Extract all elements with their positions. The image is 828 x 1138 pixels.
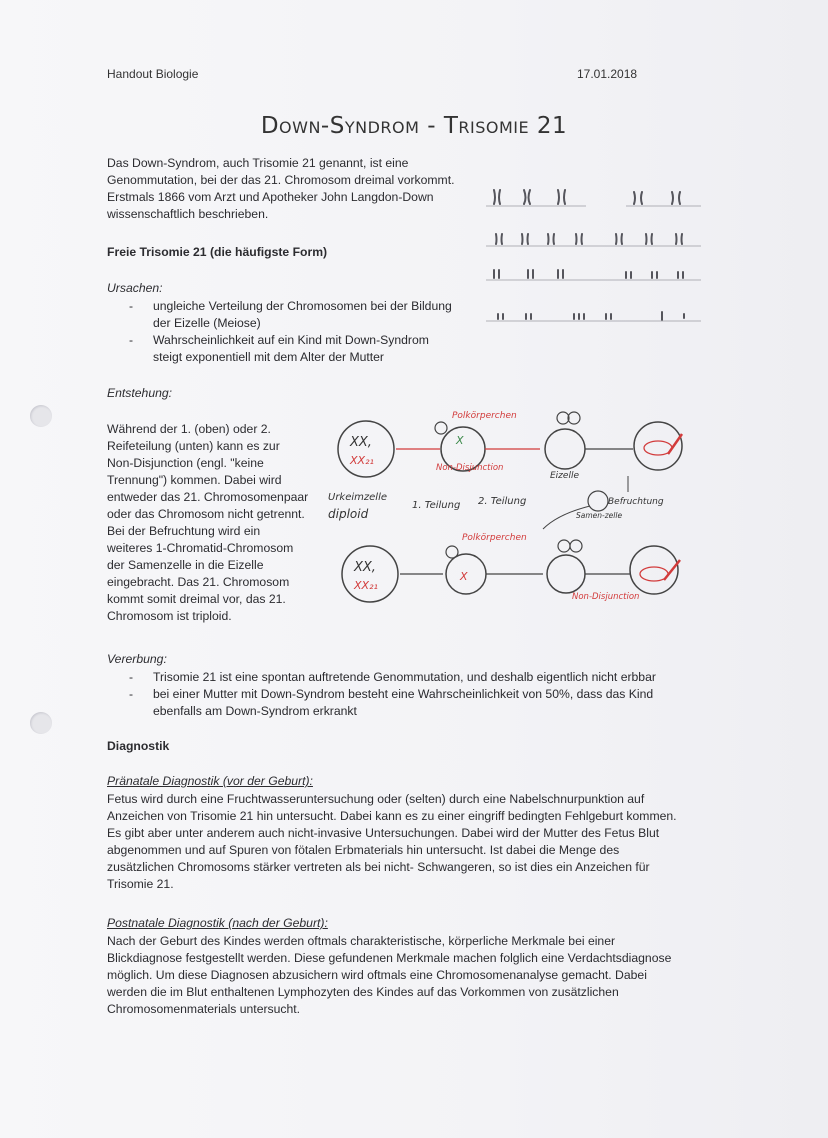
samenzelle bbox=[588, 491, 608, 511]
heading-ursachen: Ursachen: bbox=[107, 281, 163, 295]
cell-label: XX₂₁ bbox=[350, 454, 374, 467]
page-title: Down-Syndrom - Trisomie 21 bbox=[260, 113, 568, 139]
label-teilung2: 2. Teilung bbox=[478, 496, 527, 507]
list-item bbox=[107, 298, 452, 332]
header-left: Handout Biologie bbox=[107, 67, 199, 81]
cell-label: XX₂₁ bbox=[354, 579, 378, 592]
text-line: zusätzlichen Chromosoms stärker vertreten als bei nicht- Schwangeren, so ist dies ein Anzeichen für bbox=[107, 860, 650, 874]
heading-praenatal: Pränatale Diagnostik (vor der Geburt): bbox=[107, 774, 313, 788]
text-line: kommt somit dreimal vor, das 21. bbox=[107, 592, 286, 606]
entstehung-paragraph bbox=[107, 421, 308, 625]
label-teilung1: 1. Teilung bbox=[412, 500, 461, 511]
praenatal-paragraph bbox=[107, 791, 677, 893]
text-line: oder das Chromosom nicht getrennt. bbox=[107, 507, 305, 521]
text-line: eingebracht. Das 21. Chromosom bbox=[107, 575, 290, 589]
label-non-disjunction-bottom: Non-Disjunction bbox=[572, 592, 640, 602]
intro-paragraph bbox=[107, 155, 454, 223]
text-line: Blickdiagnose festgestellt werden. Diese gefundenen Merkmale machen folglich eine Verdachtsdiagnose bbox=[107, 951, 672, 965]
text-line: abgenommen und auf Spuren von fötalen Erbmaterials hin untersucht. Ist dabei die Menge des bbox=[107, 843, 620, 857]
label-eizelle: Eizelle bbox=[550, 471, 579, 481]
cell-label: XX, bbox=[350, 435, 372, 450]
label-non-disjunction-top: Non-Disjunction bbox=[436, 463, 504, 473]
list-item bbox=[107, 686, 656, 720]
polkoerperchen bbox=[435, 422, 447, 434]
text-line: möglich. Um diese Diagnosen abzusichern wird oftmals eine Chromosomenanalyse gemacht. Dabei bbox=[107, 968, 647, 982]
cell-eizelle-bottom bbox=[547, 555, 585, 593]
punch-hole bbox=[30, 712, 52, 734]
text-line: Während der 1. (oben) oder 2. bbox=[107, 422, 271, 436]
cell-label: X bbox=[456, 434, 464, 447]
text-line: wissenschaftlich beschrieben. bbox=[107, 207, 269, 221]
label-befruchtung: Befruchtung bbox=[608, 497, 664, 507]
text-line: der Samenzelle in die Eizelle bbox=[107, 558, 264, 572]
text-line: - bei einer Mutter mit Down-Syndrom besteht eine Wahrscheinlichkeit von 50%, dass das Kind bbox=[153, 687, 654, 701]
ursachen-list bbox=[107, 298, 452, 366]
text-line: steigt exponentiell mit dem Alter der Mutter bbox=[153, 350, 384, 364]
text-line: Genommutation, bei der das 21. Chromosom dreimal vorkommt. bbox=[107, 173, 455, 187]
polkoerperchen bbox=[557, 412, 569, 424]
polkoerperchen bbox=[446, 546, 458, 558]
text-line: Trennung") kommen. Dabei wird bbox=[107, 473, 282, 487]
text-line: - ungleiche Verteilung der Chromosomen bei der Bildung bbox=[153, 299, 452, 313]
text-line: - Wahrscheinlichkeit auf ein Kind mit Down-Syndrom bbox=[153, 333, 429, 347]
polkoerperchen bbox=[558, 540, 570, 552]
text-line: Chromosom ist triploid. bbox=[107, 609, 232, 623]
label-urkeimzelle: Urkeimzelle bbox=[328, 492, 388, 503]
polkoerperchen bbox=[568, 412, 580, 424]
text-line: werden die im Blut enthaltenen Lymphozyten des Kindes auf das Vorkommen von zusätzlichen bbox=[107, 985, 619, 999]
text-line: Nach der Geburt des Kindes werden oftmals charakteristische, körperliche Merkmale bei einer bbox=[107, 934, 616, 948]
heading-vererbung: Vererbung: bbox=[107, 652, 167, 666]
text-line: Anzeichen von Trisomie 21 hin untersucht. Dabei kann es zu einer eingriff bedingten Fehlgeburt kommen. bbox=[107, 809, 677, 823]
text-line: Es gibt aber unter anderem auch nicht-invasive Untersuchungen. Dabei wird der Mutter des Fetus Blut bbox=[107, 826, 660, 840]
text-line: Reifeteilung (unten) kann es zur bbox=[107, 439, 280, 453]
cell-label: XX, bbox=[354, 560, 376, 575]
section-heading-diagnostik: Diagnostik bbox=[107, 739, 170, 753]
text-line: ebenfalls am Down-Syndrom erkrankt bbox=[153, 704, 357, 718]
meiosis-diagram bbox=[328, 404, 700, 616]
text-line: Fetus wird durch eine Fruchtwasseruntersuchung oder (selten) durch eine Nabelschnurpunktion auf bbox=[107, 792, 645, 806]
text-line: weiteres 1-Chromatid-Chromosom bbox=[107, 541, 294, 555]
text-line: entweder das 21. Chromosomenpaar bbox=[107, 490, 309, 504]
vererbung-list bbox=[107, 669, 656, 720]
polkoerperchen bbox=[570, 540, 582, 552]
text-line: Das Down-Syndrom, auch Trisomie 21 genannt, ist eine bbox=[107, 156, 409, 170]
cell-eizelle-top bbox=[545, 429, 585, 469]
cell-label: X bbox=[460, 570, 468, 583]
label-polkoerperchen-bottom: Polkörperchen bbox=[462, 533, 527, 543]
label-samenzelle: Samen-zelle bbox=[576, 511, 623, 520]
list-item bbox=[107, 669, 656, 686]
text-line: der Eizelle (Meiose) bbox=[153, 316, 261, 330]
text-line: Erstmals 1866 vom Arzt und Apotheker John Langdon-Down bbox=[107, 190, 434, 204]
label-polkoerperchen-top: Polkörperchen bbox=[452, 411, 517, 421]
punch-hole bbox=[30, 405, 52, 427]
text-line: Chromosomenmaterials untersucht. bbox=[107, 1002, 301, 1016]
header-date: 17.01.2018 bbox=[577, 67, 638, 81]
label-diploid: diploid bbox=[328, 507, 369, 521]
postnatal-paragraph bbox=[107, 933, 671, 1018]
section-heading-freie-trisomie: Freie Trisomie 21 (die häufigste Form) bbox=[107, 245, 328, 259]
text-line: Non-Disjunction (engl. "keine bbox=[107, 456, 264, 470]
text-line: Bei der Befruchtung wird ein bbox=[107, 524, 261, 538]
heading-postnatal: Postnatale Diagnostik (nach der Geburt): bbox=[107, 916, 328, 930]
heading-entstehung: Entstehung: bbox=[107, 386, 173, 400]
list-item bbox=[107, 332, 452, 366]
text-line: Trisomie 21. bbox=[107, 877, 174, 891]
text-line: - Trisomie 21 ist eine spontan auftretende Genommutation, und deshalb eigentlich nicht erbbar bbox=[153, 670, 656, 684]
karyogram-image bbox=[486, 184, 706, 334]
